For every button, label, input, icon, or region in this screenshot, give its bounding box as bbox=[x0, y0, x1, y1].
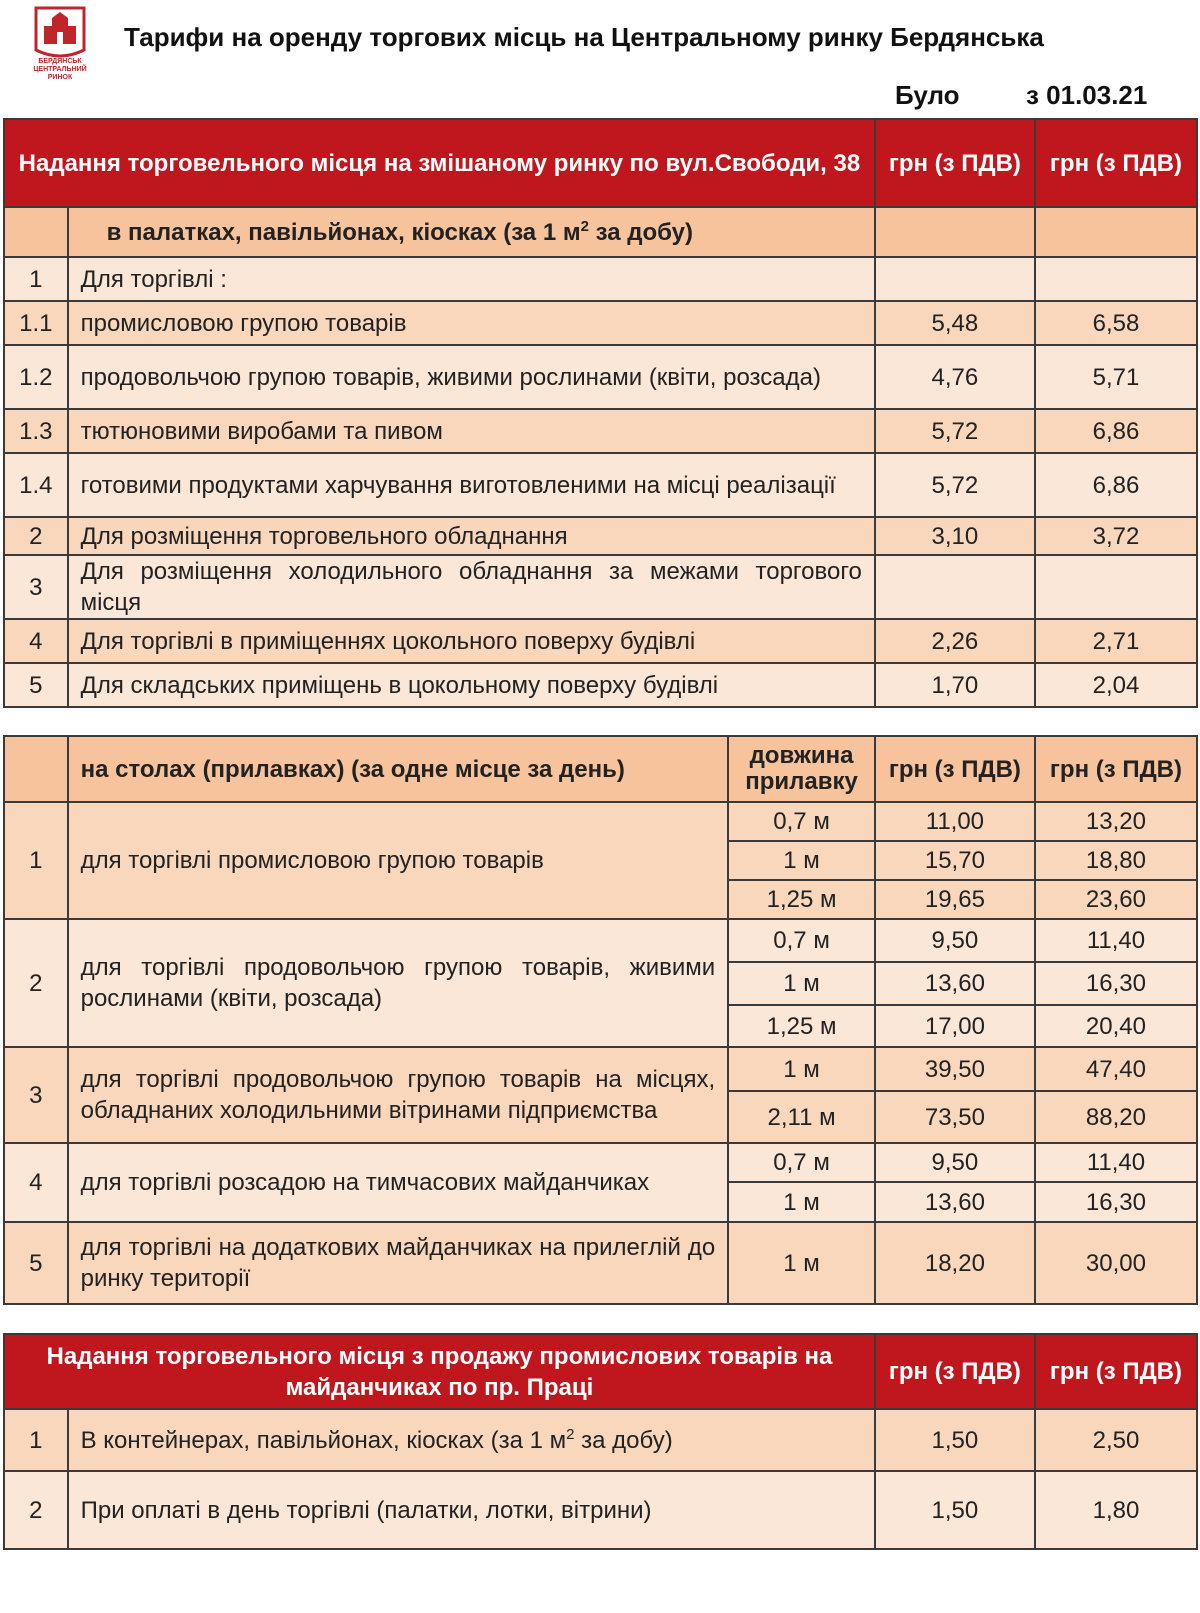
counter-length: 1 м bbox=[728, 1047, 875, 1091]
row-label: тютюновими виробами та пивом bbox=[68, 409, 875, 453]
new-price: 30,00 bbox=[1035, 1222, 1197, 1304]
row-label: Для торгівлі : bbox=[68, 257, 875, 301]
table3-unit-old: грн (з ПДВ) bbox=[875, 1334, 1035, 1409]
row-number: 5 bbox=[4, 663, 68, 707]
counter-length: 1 м bbox=[728, 962, 875, 1005]
row-number: 4 bbox=[4, 619, 68, 663]
counter-length: 1 м bbox=[728, 1182, 875, 1222]
old-price: 1,50 bbox=[875, 1409, 1035, 1471]
table3-unit-new: грн (з ПДВ) bbox=[1035, 1334, 1197, 1409]
page-title: Тарифи на оренду торгових місць на Центральному ринку Бердянська bbox=[124, 22, 1044, 52]
section-empty-cell bbox=[1035, 207, 1197, 257]
section-empty-cell bbox=[4, 207, 68, 257]
old-price bbox=[875, 555, 1035, 619]
new-price: 18,80 bbox=[1035, 841, 1197, 880]
new-price: 16,30 bbox=[1035, 962, 1197, 1005]
new-price: 16,30 bbox=[1035, 1182, 1197, 1222]
old-price: 18,20 bbox=[875, 1222, 1035, 1304]
old-price: 1,50 bbox=[875, 1471, 1035, 1549]
row-label-text-end: за добу) bbox=[574, 1426, 673, 1454]
new-price bbox=[1035, 257, 1197, 301]
row-label: При оплаті в день торгівлі (палатки, лотки, вітрини) bbox=[68, 1471, 875, 1549]
old-price: 9,50 bbox=[875, 919, 1035, 962]
row-number: 1 bbox=[4, 1409, 68, 1471]
row-number: 3 bbox=[4, 555, 68, 619]
counter-length: 1 м bbox=[728, 1222, 875, 1304]
row-label: Для складських приміщень в цокольному поверху будівлі bbox=[68, 663, 875, 707]
counter-length: 1 м bbox=[728, 841, 875, 880]
new-price: 6,86 bbox=[1035, 453, 1197, 517]
old-price bbox=[875, 257, 1035, 301]
group-label: для торгівлі промисловою групою товарів bbox=[68, 802, 729, 919]
old-price: 39,50 bbox=[875, 1047, 1035, 1091]
counter-length: 2,11 м bbox=[728, 1091, 875, 1143]
old-price: 15,70 bbox=[875, 841, 1035, 880]
column-old-label: Було bbox=[895, 80, 960, 110]
row-label: готовими продуктами харчування виготовленими на місці реалізації bbox=[68, 453, 875, 517]
group-number: 3 bbox=[4, 1047, 68, 1143]
counter-length: 1,25 м bbox=[728, 1005, 875, 1047]
old-price: 5,48 bbox=[875, 301, 1035, 345]
old-price: 11,00 bbox=[875, 802, 1035, 841]
old-price: 5,72 bbox=[875, 409, 1035, 453]
group-label: для торгівлі розсадою на тимчасових майданчиках bbox=[68, 1143, 729, 1222]
row-number: 1.3 bbox=[4, 409, 68, 453]
table-mixed-market bbox=[3, 118, 1198, 708]
new-price: 20,40 bbox=[1035, 1005, 1197, 1047]
table1-section-title: в палатках, павільйонах, кіосках (за 1 $м^2$ за добу) bbox=[68, 207, 875, 257]
row-label: Для розміщення холодильного обладнання за межами торгового місця bbox=[68, 555, 875, 619]
group-label: для торгівлі продовольчою групою товарів на місцях, обладнаних холодильними вітринами підприємства bbox=[68, 1047, 729, 1143]
table-industrial-goods bbox=[3, 1333, 1198, 1550]
new-price: 11,40 bbox=[1035, 1143, 1197, 1182]
counter-length: 0,7 м bbox=[728, 802, 875, 841]
new-price: 2,50 bbox=[1035, 1409, 1197, 1471]
old-price: 2,26 bbox=[875, 619, 1035, 663]
old-price: 1,70 bbox=[875, 663, 1035, 707]
row-number: 1.1 bbox=[4, 301, 68, 345]
old-price: 5,72 bbox=[875, 453, 1035, 517]
row-label: Для торгівлі в приміщеннях цокольного поверху будівлі bbox=[68, 619, 875, 663]
new-price: 11,40 bbox=[1035, 919, 1197, 962]
new-price: 3,72 bbox=[1035, 517, 1197, 555]
table2-section-title: на столах (прилавках) (за одне місце за день) bbox=[68, 736, 729, 802]
table1-unit-new: грн (з ПДВ) bbox=[1035, 119, 1197, 207]
row-label-text: В контейнерах, павільйонах, кіосках (за 1 м bbox=[80, 1426, 567, 1454]
table2-length-header: довжина прилавку bbox=[728, 736, 875, 802]
row-number: 1.2 bbox=[4, 345, 68, 409]
old-price: 19,65 bbox=[875, 880, 1035, 919]
old-price: 73,50 bbox=[875, 1091, 1035, 1143]
old-price: 3,10 bbox=[875, 517, 1035, 555]
table1-unit-old: грн (з ПДВ) bbox=[875, 119, 1035, 207]
new-price: 6,58 bbox=[1035, 301, 1197, 345]
group-number: 5 bbox=[4, 1222, 68, 1304]
row-label: продовольчою групою товарів, живими рослинами (квіти, розсада) bbox=[68, 345, 875, 409]
table1-header: Надання торговельного місця на змішаному ринку по вул.Свободи, 38 bbox=[4, 119, 875, 207]
row-number: 1 bbox=[4, 257, 68, 301]
old-price: 13,60 bbox=[875, 962, 1035, 1005]
counter-length: 1,25 м bbox=[728, 880, 875, 919]
row-label: промисловою групою товарів bbox=[68, 301, 875, 345]
counter-length: 0,7 м bbox=[728, 1143, 875, 1182]
new-price: 6,86 bbox=[1035, 409, 1197, 453]
logo-caption bbox=[22, 58, 98, 82]
section-empty-cell bbox=[875, 207, 1035, 257]
group-number: 1 bbox=[4, 802, 68, 919]
group-number: 4 bbox=[4, 1143, 68, 1222]
table3-header: Надання торговельного місця з продажу промислових товарів на майданчиках по пр. Праці bbox=[4, 1334, 875, 1409]
section-empty-cell bbox=[4, 736, 68, 802]
new-price: 2,04 bbox=[1035, 663, 1197, 707]
table2-unit-old: грн (з ПДВ) bbox=[875, 736, 1035, 802]
old-price: 9,50 bbox=[875, 1143, 1035, 1182]
new-price: 2,71 bbox=[1035, 619, 1197, 663]
new-price: 13,20 bbox=[1035, 802, 1197, 841]
new-price bbox=[1035, 555, 1197, 619]
row-label: Для розміщення торговельного обладнання bbox=[68, 517, 875, 555]
table-counters bbox=[3, 735, 1198, 1305]
row-number: 2 bbox=[4, 1471, 68, 1549]
new-price: 1,80 bbox=[1035, 1471, 1197, 1549]
logo-line-1: БЕРДЯНСЬК bbox=[38, 58, 82, 65]
old-price: 4,76 bbox=[875, 345, 1035, 409]
new-price: 5,71 bbox=[1035, 345, 1197, 409]
new-price: 88,20 bbox=[1035, 1091, 1197, 1143]
old-price: 17,00 bbox=[875, 1005, 1035, 1047]
row-label bbox=[68, 1409, 875, 1471]
row-number: 2 bbox=[4, 517, 68, 555]
new-price: 47,40 bbox=[1035, 1047, 1197, 1091]
logo-line-2: ЦЕНТРАЛЬНИЙ РИНОК bbox=[33, 66, 87, 81]
row-label-superscript: 2 bbox=[566, 1425, 575, 1443]
old-price: 13,60 bbox=[875, 1182, 1035, 1222]
group-label: для торгівлі на додаткових майданчиках на прилеглій до ринку території bbox=[68, 1222, 729, 1304]
column-new-label: з 01.03.21 bbox=[1026, 80, 1148, 110]
group-label: для торгівлі продовольчою групою товарів, живими рослинами (квіти, розсада) bbox=[68, 919, 729, 1047]
row-number: 1.4 bbox=[4, 453, 68, 517]
table2-unit-new: грн (з ПДВ) bbox=[1035, 736, 1197, 802]
counter-length: 0,7 м bbox=[728, 919, 875, 962]
new-price: 23,60 bbox=[1035, 880, 1197, 919]
group-number: 2 bbox=[4, 919, 68, 1047]
